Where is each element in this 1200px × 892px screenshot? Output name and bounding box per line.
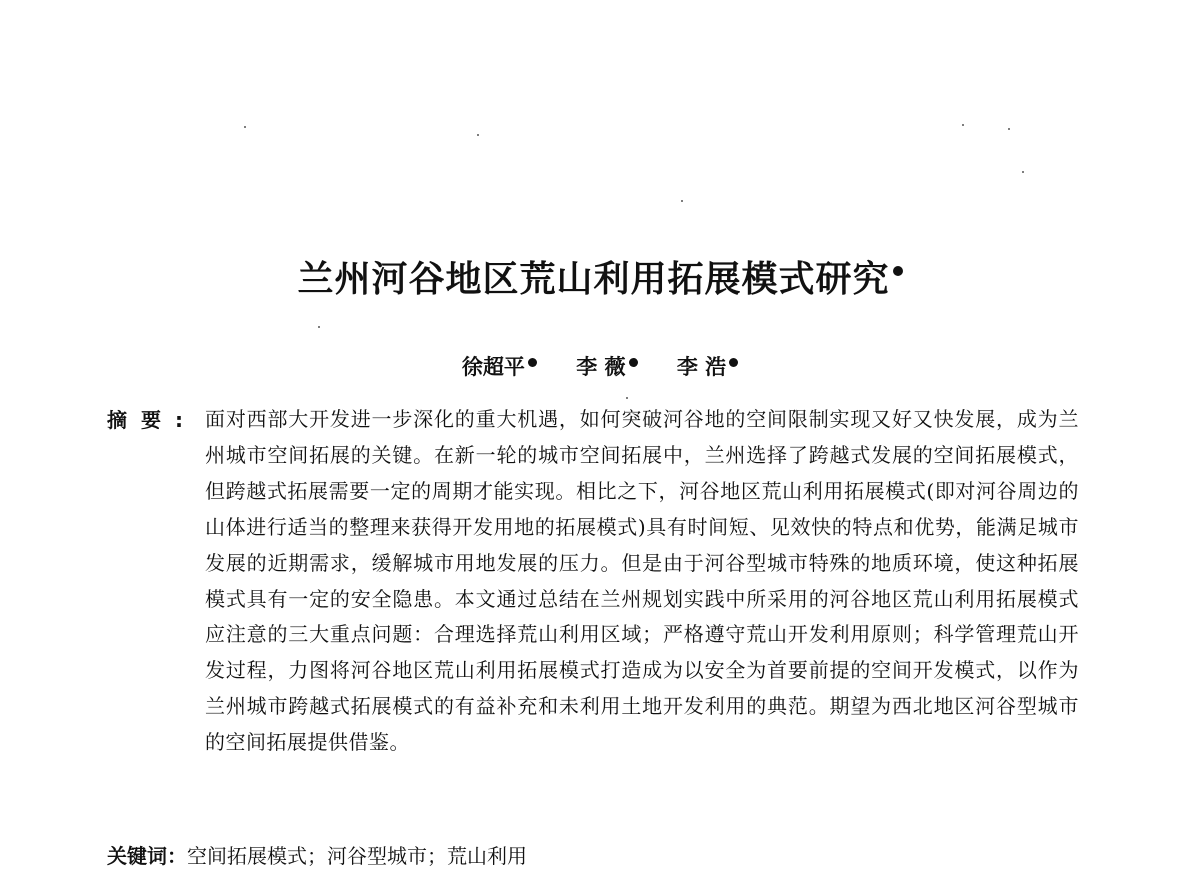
author-name: 李 浩 xyxy=(676,354,727,379)
author xyxy=(677,356,738,377)
scan-speck xyxy=(244,126,246,128)
abstract-label: 摘要: xyxy=(107,408,197,432)
abstract-section xyxy=(107,402,1087,761)
scan-speck xyxy=(477,134,479,136)
scan-speck xyxy=(1008,128,1010,130)
author-name: 李 薇 xyxy=(576,354,626,379)
author xyxy=(576,356,637,377)
footnote-marker-icon xyxy=(893,266,903,276)
keywords-text: 空间拓展模式；河谷型城市；荒山利用 xyxy=(187,844,527,868)
scan-speck xyxy=(1022,171,1024,173)
author-name: 徐超平 xyxy=(461,354,525,379)
footnote-marker-icon xyxy=(629,358,638,367)
scan-speck xyxy=(318,326,320,328)
footnote-marker-icon xyxy=(729,358,738,367)
footnote-marker-icon xyxy=(528,358,537,367)
scan-speck xyxy=(681,200,683,202)
keywords-section xyxy=(107,838,527,874)
keywords-label: 关键词： xyxy=(107,844,187,868)
author xyxy=(462,356,537,377)
abstract-text: 面对西部大开发进一步深化的重大机遇，如何突破河谷地的空间限制实现又好又快发展，成为兰州城市空间拓展的关键。在新一轮的城市空间拓展中，兰州选择了跨越式发展的空间拓展模式，但跨越式拓展需要一定的周期才能实现。相比之下，河谷地区荒山利用拓展模式(即对河谷周边的山体进行适当的整理来获得开发用地的拓展模式)具有时间短、见效快的特点和优势，能满足城市发展的近期需求，缓解城市用地发展的压力。但是由于河谷型城市特殊的地质环境，使这种拓展模式具有一定的安全隐患。本文通过总结在兰州规划实践中所采用的河谷地区荒山利用拓展模式应注意的三大重点问题：合理选择荒山利用区域；严格遵守荒山开发利用原则；科学管理荒山开发过程，力图将河谷地区荒山利用拓展模式打造成为以安全为首要前提的空间开发模式，以作为兰州城市跨越式拓展模式的有益补充和未利用土地开发利用的典范。期望为西北地区河谷型城市的空间拓展提供借鉴。 xyxy=(205,407,1079,755)
author-list xyxy=(0,356,1200,377)
scan-speck xyxy=(626,397,628,399)
paper-title xyxy=(0,259,1200,300)
scan-speck xyxy=(962,124,964,126)
paper-title-text: 兰州河谷地区荒山利用拓展模式研究 xyxy=(297,259,890,300)
